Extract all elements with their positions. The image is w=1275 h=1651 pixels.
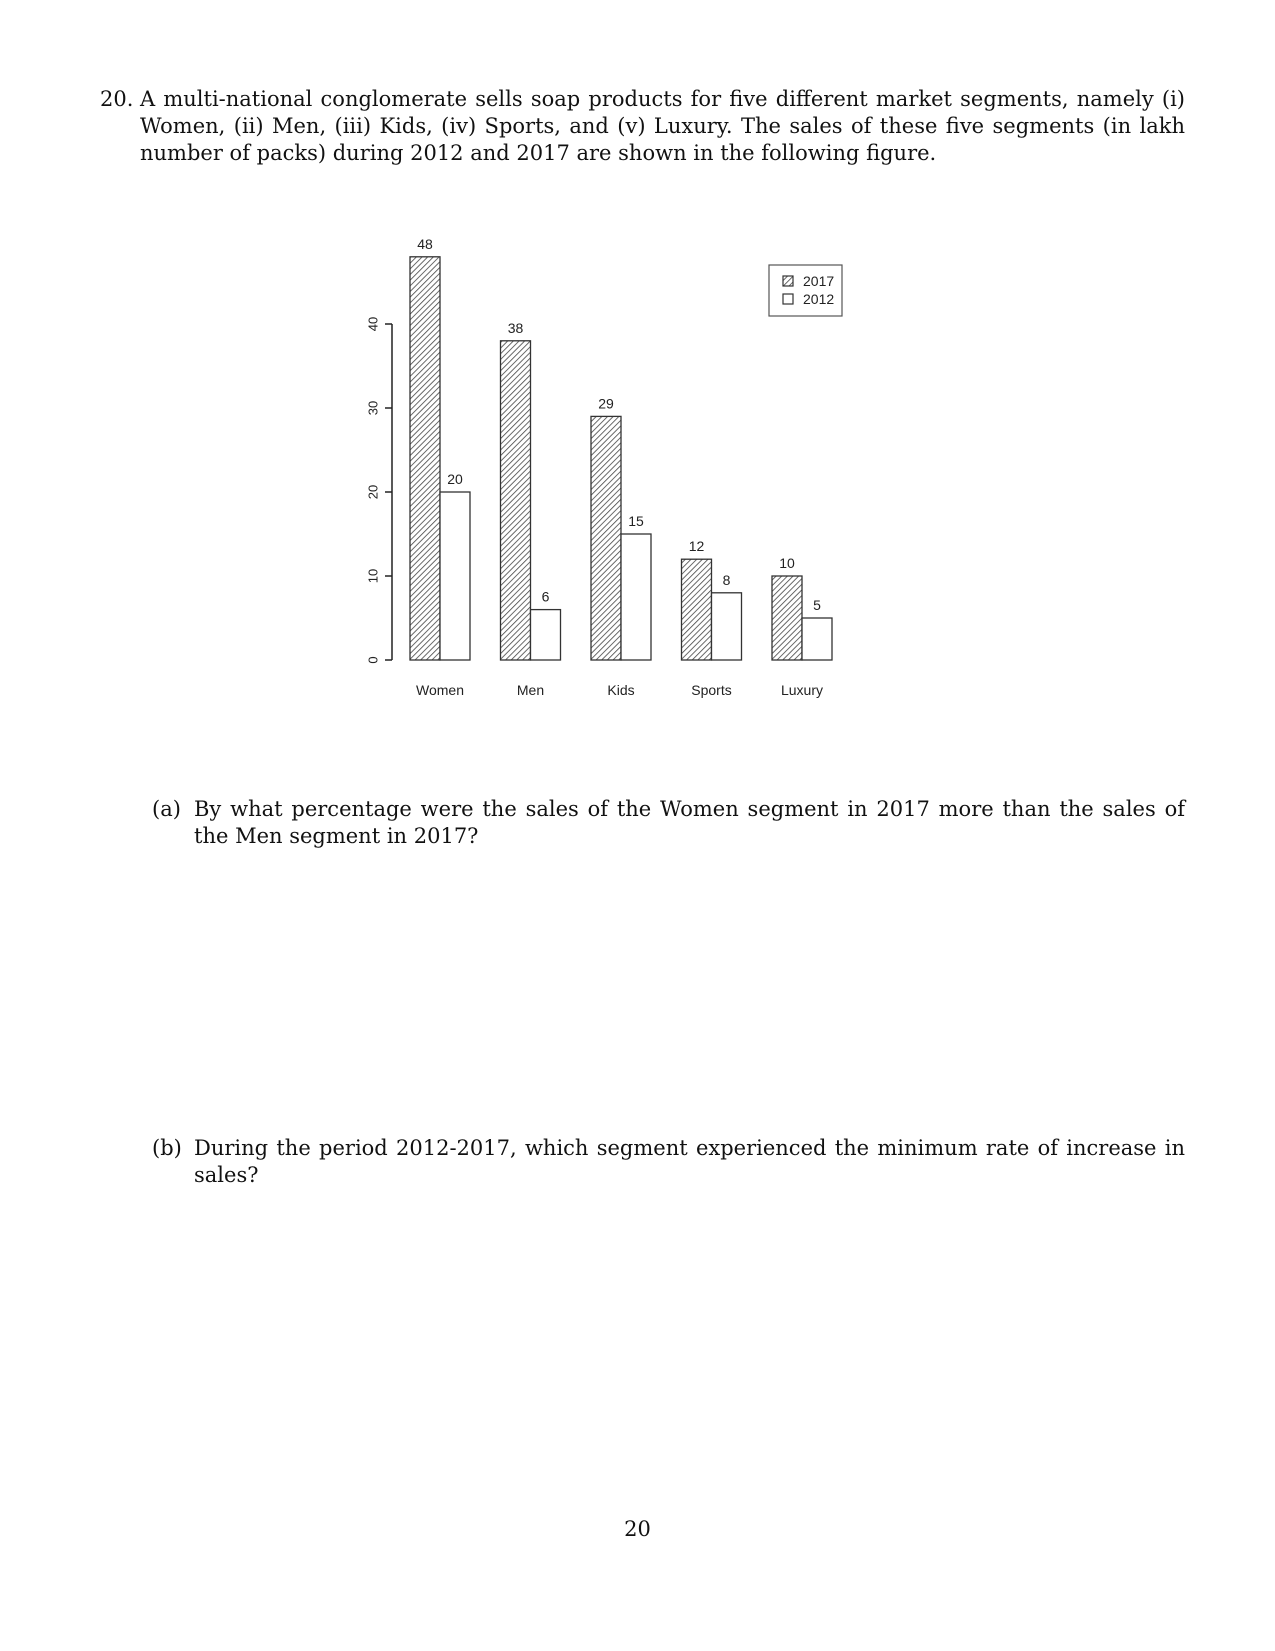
y-tick-label: 40 — [365, 316, 381, 332]
x-category-label: Kids — [607, 682, 635, 698]
data-label: 29 — [598, 395, 614, 412]
question-text: A multi-national conglomerate sells soap products for five different market segments, namely (i) Women, (ii) Men, (iii) Kids, (iv) Sports, and (v) Luxury. The sales of these five segments (in lakh number of packs) during 2012 and 2017 are shown in the following figure. — [140, 87, 1185, 165]
x-category-label: Women — [416, 682, 464, 698]
bar-luxury-2017 — [772, 576, 802, 660]
data-label: 38 — [507, 319, 524, 336]
x-category-label: Men — [516, 682, 545, 698]
data-label: 20 — [447, 471, 463, 487]
bar-men-2012 — [531, 610, 561, 660]
bar-men-2017 — [501, 341, 531, 660]
sales-bar-chart — [300, 220, 920, 740]
legend-label-2012: 2012 — [803, 291, 835, 307]
y-axis — [365, 317, 392, 664]
part-b — [152, 1135, 1185, 1189]
data-label: 12 — [688, 538, 705, 555]
y-tick-label: 10 — [365, 568, 381, 584]
legend-swatch-2017 — [783, 276, 793, 286]
part-b-text: During the period 2012-2017, which segment experienced the minimum rate of increase in sales? — [194, 1136, 1185, 1187]
data-label: 5 — [813, 597, 821, 613]
x-category-label: Sports — [691, 682, 732, 698]
data-label: 15 — [628, 513, 644, 529]
question-number: 20. — [100, 87, 134, 111]
bar-women-2017 — [410, 257, 440, 660]
bar-women-2012 — [440, 492, 470, 660]
legend — [769, 265, 842, 316]
y-tick-label: 20 — [365, 484, 381, 500]
data-label: 6 — [541, 588, 550, 605]
chart-svg — [300, 220, 920, 740]
bar-sports-2012 — [712, 593, 742, 660]
legend-label-2017: 2017 — [803, 273, 835, 289]
part-a-label: (a) — [152, 797, 181, 821]
part-a-text: By what percentage were the sales of the Women segment in 2017 more than the sales of the Men segment in 2017? — [194, 797, 1185, 848]
question-20 — [100, 86, 1185, 167]
page-number: 20 — [624, 1517, 651, 1541]
y-tick-label: 0 — [365, 656, 381, 664]
bar-kids-2017 — [591, 416, 621, 660]
part-a — [152, 796, 1185, 850]
y-tick-label: 30 — [365, 400, 381, 416]
bar-luxury-2012 — [802, 618, 832, 660]
bar-kids-2012 — [621, 534, 651, 660]
legend-swatch-2012 — [783, 294, 793, 304]
x-category-label: Luxury — [780, 682, 824, 698]
bar-sports-2017 — [682, 559, 712, 660]
data-label: 10 — [779, 555, 795, 571]
part-b-label: (b) — [152, 1136, 182, 1160]
data-label: 8 — [722, 571, 731, 588]
data-label: 48 — [417, 235, 433, 252]
